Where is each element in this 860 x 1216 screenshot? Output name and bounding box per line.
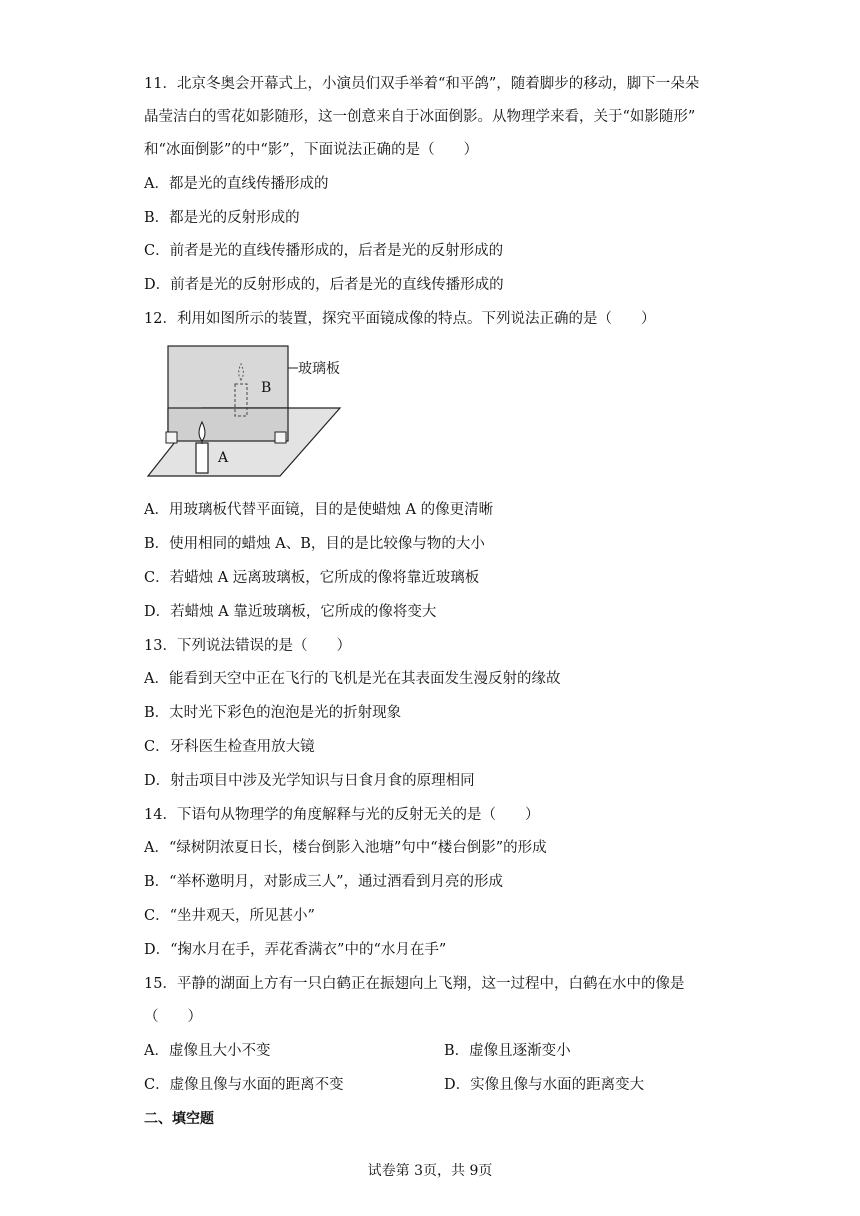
q14-option-b: B．“举杯邀明月，对影成三人”，通过酒看到月亮的形成	[144, 874, 503, 890]
glass-plate-label: 玻璃板	[298, 361, 340, 377]
q12-option-a: A．用玻璃板代替平面镜，目的是使蜡烛 A 的像更清晰	[144, 502, 494, 518]
q13-stem: 13．下列说法错误的是（ ）	[144, 638, 351, 654]
q15-stem-line1: 15．平静的湖面上方有一只白鹤正在振翅向上飞翔，这一过程中，白鹤在水中的像是	[144, 976, 685, 992]
q14-stem: 14．下语句从物理学的角度解释与光的反射无关的是（ ）	[144, 807, 540, 823]
candle-b-label: B	[261, 380, 272, 396]
q11-stem-line1: 11．北京冬奥会开幕式上，小演员们双手举着“和平鸽”，随着脚步的移动，脚下一朵朵	[144, 76, 700, 92]
q15-option-a: A．虚像且大小不变	[144, 1043, 271, 1059]
q12-option-d: D．若蜡烛 A 靠近玻璃板，它所成的像将变大	[144, 604, 437, 620]
q15-option-b: B．虚像且逐渐变小	[444, 1043, 571, 1059]
q15-stem-line2: （ ）	[144, 1009, 202, 1025]
q15-option-d: D．实像且像与水面的距离变大	[444, 1077, 645, 1093]
q12-option-b: B．使用相同的蜡烛 A、B，目的是比较像与物的大小	[144, 536, 485, 552]
section-title: 二、填空题	[144, 1111, 214, 1127]
q14-option-c: C．“坐井观天，所见甚小”	[144, 908, 315, 924]
page-footer: 试卷第 3页，共 9页	[367, 1163, 493, 1179]
q13-option-c: C．牙科医生检查用放大镜	[144, 739, 315, 755]
q13-option-a: A．能看到天空中正在飞行的飞机是光在其表面发生漫反射的缘故	[144, 671, 561, 687]
q13-option-d: D．射击项目中涉及光学知识与日食月食的原理相同	[144, 773, 475, 789]
q14-option-a: A．“绿树阴浓夏日长，楼台倒影入池塘”句中“楼台倒影”的形成	[144, 840, 547, 856]
plane-mirror-figure	[144, 340, 354, 488]
q11-option-b: B．都是光的反射形成的	[144, 210, 300, 226]
q11-stem-line3: 和“冰面倒影”的中“影”，下面说法正确的是（ ）	[144, 142, 479, 158]
q14-option-d: D．“掬水月在手，弄花香满衣”中的“水月在手”	[144, 942, 447, 958]
q11-option-a: A．都是光的直线传播形成的	[144, 176, 329, 192]
q12-option-c: C．若蜡烛 A 远离玻璃板，它所成的像将靠近玻璃板	[144, 570, 480, 586]
q13-option-b: B．太时光下彩色的泡泡是光的折射现象	[144, 705, 402, 721]
q15-option-c: C．虚像且像与水面的距离不变	[144, 1077, 344, 1093]
candle-a-label: A	[218, 450, 229, 466]
q12-stem: 12．利用如图所示的装置，探究平面镜成像的特点。下列说法正确的是（ ）	[144, 311, 656, 327]
q11-option-d: D．前者是光的反射形成的，后者是光的直线传播形成的	[144, 277, 504, 293]
q11-option-c: C．前者是光的直线传播形成的，后者是光的反射形成的	[144, 243, 504, 259]
q11-stem-line2: 晶莹洁白的雪花如影随形，这一创意来自于冰面倒影。从物理学来看，关于“如影随形”	[144, 109, 696, 125]
